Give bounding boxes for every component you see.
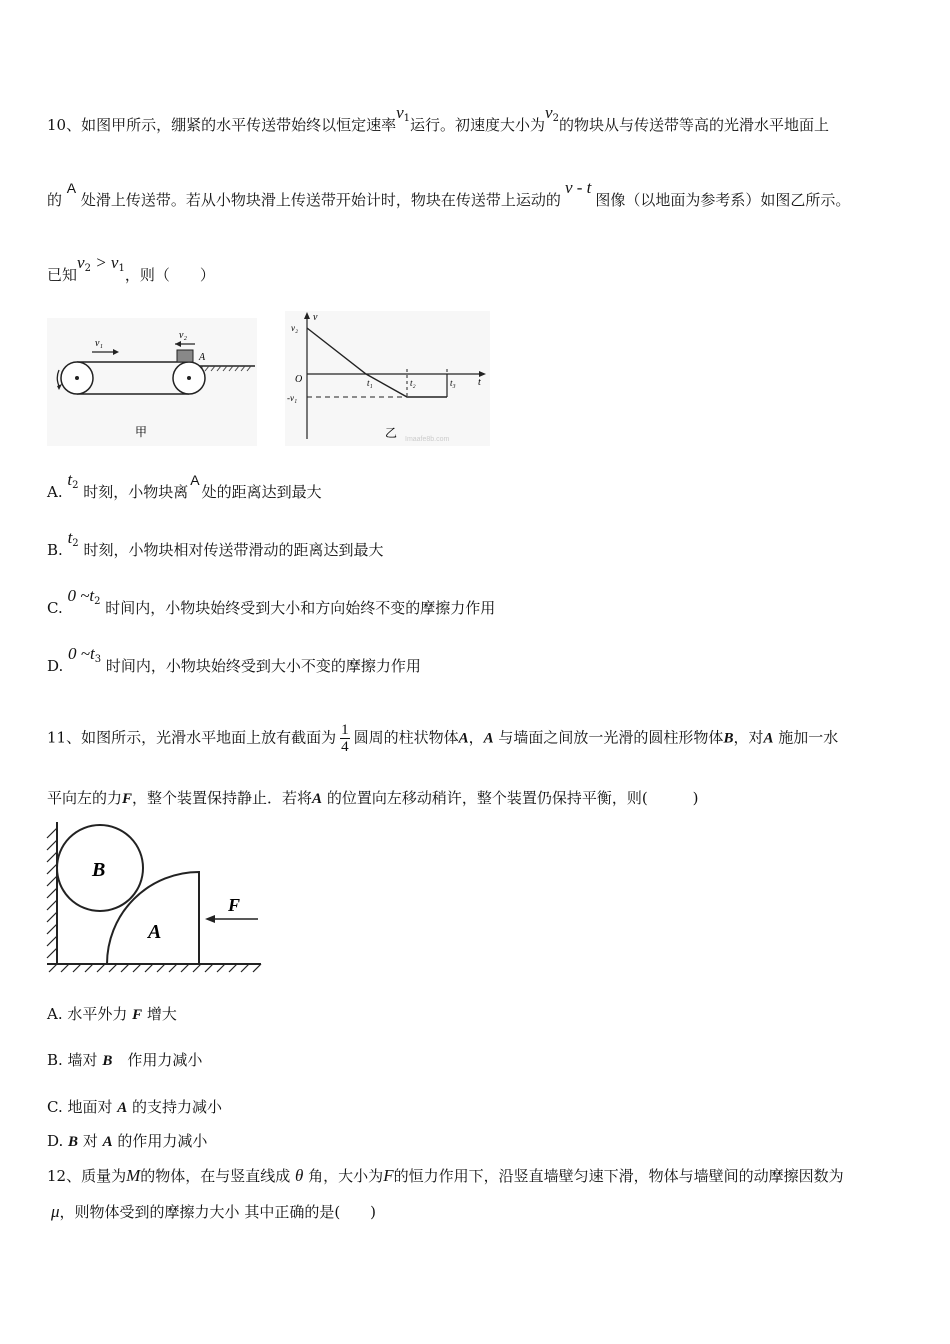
q11-option-d: D. B 对 A 的作用力减小: [47, 1132, 208, 1150]
yi-neg-v1-tick: -v₁: [287, 393, 298, 403]
yi-t-label: t: [478, 377, 481, 388]
q11-line-1: 11、如图所示，光滑水平地面上放有截面为 $\frac{1}{4}$ 圆周的柱状物体A，A 与墙面之间放一光滑的圆柱形物体B，对A 施加一水: [47, 722, 839, 755]
jia-a-label: A: [199, 352, 206, 363]
yi-t2-tick: t₂: [410, 378, 416, 388]
q10-option-b: B. $t_2$ 时刻，小物块相对传送带滑动的距离达到最大: [47, 528, 384, 559]
q10-option-a: A. $t_2$ 时刻，小物块离A处的距离达到最大: [47, 470, 322, 501]
label-b: B: [92, 859, 106, 881]
figure-jia: [47, 318, 257, 446]
yi-caption: 乙: [385, 426, 398, 440]
yi-watermark: Imaafe8b.com: [405, 436, 450, 443]
q10-option-d: D. 0 $\sim t_3$ 时间内，小物块始终受到大小不变的摩擦力作用: [47, 644, 421, 675]
q11-option-a: A. 水平外力 F 增大: [47, 1005, 177, 1023]
yi-v2-tick: v₂: [291, 323, 299, 333]
quarter-fraction: $\frac{1}{4}$: [341, 722, 349, 755]
jia-v1-label: v₁: [95, 338, 103, 349]
jia-caption: 甲: [135, 425, 148, 439]
q11-line-2: 平向左的力F，整个装置保持静止．若将A 的位置向左移动稍许，整个装置仍保持平衡，则( ): [47, 789, 699, 807]
q10-line-3: 已知$v_2 > v_1$，则（ ）: [47, 253, 215, 284]
q10-line-1: 10、如图甲所示，绷紧的水平传送带始终以恒定速率$v_1$运行。初速度大小为$v_2$的物块从与传送带等高的光滑水平地面上: [47, 103, 829, 134]
q10-option-c: C. 0 $\sim t_2$ 时间内，小物块始终受到大小和方向始终不变的摩擦力作用: [47, 586, 496, 617]
jia-v2-label: v₂: [179, 330, 187, 341]
yi-t1-tick: t₁: [367, 378, 373, 388]
q11-option-c: C. 地面对 A 的支持力减小: [47, 1098, 223, 1116]
figure-q11: [43, 818, 265, 976]
label-f: F: [228, 895, 241, 915]
yi-origin-label: O: [295, 374, 303, 385]
q12-line-1: 12、质量为M的物体，在与竖直线成 θ 角，大小为F的恒力作用下，沿竖直墙壁匀速下滑，物体与墙壁间的动摩擦因数为: [47, 1166, 844, 1185]
q11-option-b: B. 墙对 B 作用力减小: [47, 1051, 203, 1069]
q12-line-2: μ，则物体受到的摩擦力大小 其中正确的是( ): [51, 1202, 377, 1221]
label-a: A: [148, 921, 162, 943]
yi-v-label: v: [313, 312, 318, 323]
yi-t3-tick: t₃: [450, 378, 456, 388]
figure-yi: [285, 311, 490, 446]
q10-line-2: 的 A 处滑上传送带。若从小物块滑上传送带开始计时，物块在传送带上运动的v - t图像（以地面为参考系）如图乙所示。: [47, 178, 851, 209]
